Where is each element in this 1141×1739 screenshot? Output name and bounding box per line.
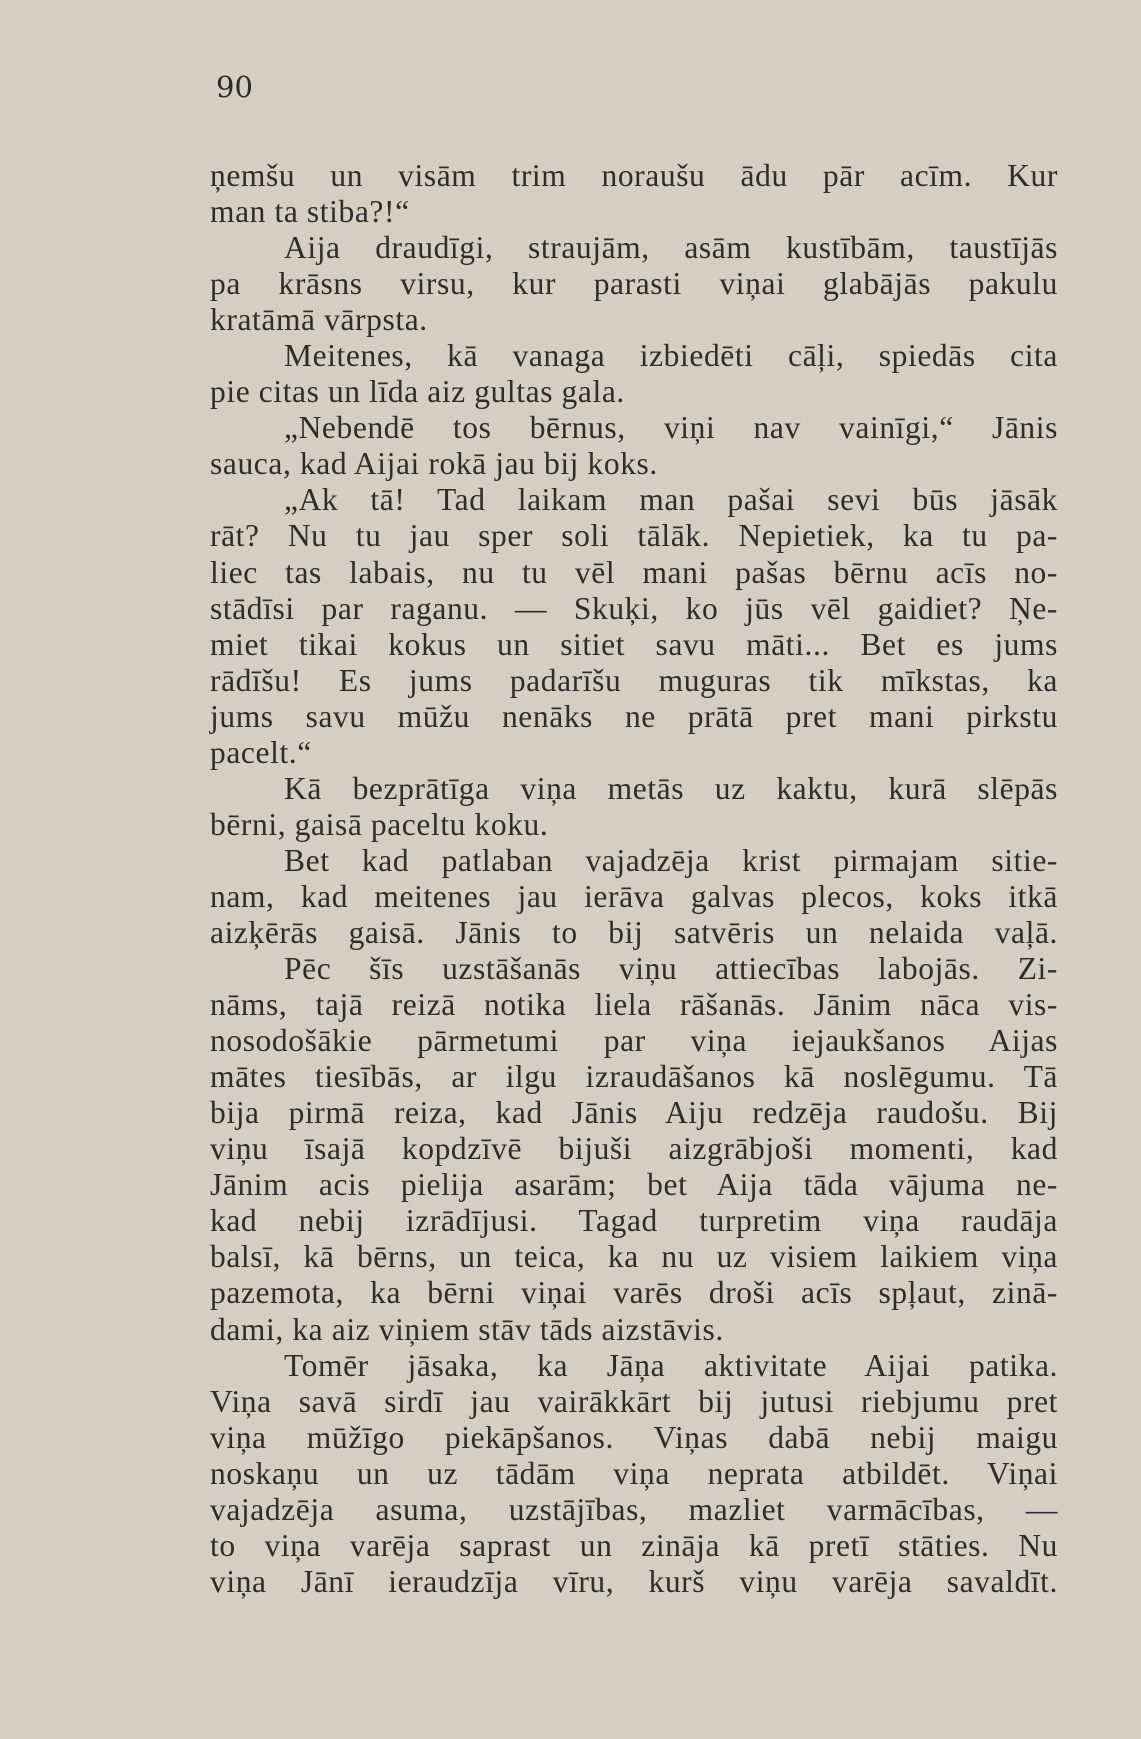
- text-line: vajadzēja asuma, uzstājības, mazliet varmācības, —: [210, 1491, 1058, 1527]
- text-line: pacelt.“: [210, 734, 312, 770]
- text-line: „Ak tā! Tad laikam man pašai sevi būs jāsāk: [284, 482, 1058, 518]
- text-line: jums savu mūžu nenāks ne prātā pret mani pirkstu: [210, 698, 1058, 734]
- text-line: Aija draudīgi, straujām, asām kustībām, taustījās: [284, 230, 1058, 266]
- text-line: pa krāsns virsu, kur parasti viņai glabājās pakulu: [210, 266, 1058, 302]
- text-line: mātes tiesībās, ar ilgu izraudāšanos kā noslēgumu. Tā: [210, 1059, 1058, 1095]
- text-line: stādīsi par raganu. — Skuķi, ko jūs vēl gaidiet? Ņe-: [210, 590, 1058, 626]
- text-line: ņemšu un visām trim noraušu ādu pār acīm. Kur: [210, 158, 1058, 193]
- text-line: pazemota, ka bērni viņai varēs droši acīs spļaut, zinā-: [210, 1275, 1058, 1311]
- text-line: Viņa savā sirdī jau vairākkārt bij jutusi riebjumu pret: [210, 1383, 1058, 1419]
- text-line: Kā bezprātīga viņa metās uz kaktu, kurā slēpās: [284, 770, 1058, 806]
- text-line: Pēc šīs uzstāšanās viņu attiecības labojās. Zi-: [284, 951, 1058, 987]
- text-line: Tomēr jāsaka, ka Jāņa aktivitate Aijai patika.: [284, 1347, 1058, 1383]
- text-line: nosodošākie pārmetumi par viņa iejaukšanos Aijas: [210, 1023, 1058, 1059]
- text-line: viņa mūžīgo piekāpšanos. Viņas dabā nebij maigu: [210, 1419, 1058, 1455]
- text-line: kratāmā vārpsta.: [210, 302, 428, 338]
- text-line: nam, kad meitenes jau ierāva galvas plecos, koks itkā: [210, 878, 1058, 914]
- text-line: balsī, kā bērns, un teica, ka nu uz visiem laikiem viņa: [210, 1239, 1058, 1275]
- page-number: 90: [216, 70, 253, 104]
- text-line: miet tikai kokus un sitiet savu māti... Bet es jums: [210, 626, 1058, 662]
- text-line: man ta stiba?!“: [210, 194, 410, 230]
- text-line: viņu īsajā kopdzīvē bijuši aizgrābjoši momenti, kad: [210, 1131, 1058, 1167]
- text-line: viņa Jānī ieraudzīja vīru, kurš viņu varēja savaldīt.: [210, 1563, 1058, 1599]
- text-line: dami, ka aiz viņiem stāv tāds aizstāvis.: [210, 1311, 724, 1347]
- text-line: noskaņu un uz tādām viņa neprata atbildēt. Viņai: [210, 1455, 1058, 1491]
- text-line: to viņa varēja saprast un zināja kā pretī stāties. Nu: [210, 1527, 1058, 1563]
- text-line: Meitenes, kā vanaga izbiedēti cāļi, spiedās cita: [284, 338, 1058, 374]
- text-line: „Nebendē tos bērnus, viņi nav vainīgi,“ Jānis: [284, 410, 1058, 446]
- text-line: rāt? Nu tu jau sper soli tālāk. Nepietiek, ka tu pa-: [210, 518, 1058, 554]
- text-line: liec tas labais, nu tu vēl mani pašas bērnu acīs no-: [210, 554, 1058, 590]
- text-line: rādīšu! Es jums padarīšu muguras tik mīkstas, ka: [210, 662, 1058, 698]
- text-line: pie citas un līda aiz gultas gala.: [210, 374, 625, 410]
- body-text: [210, 158, 1058, 1600]
- text-line: nāms, tajā reizā notika liela rāšanās. Jānim nāca vis-: [210, 987, 1058, 1023]
- text-line: sauca, kad Aijai rokā jau bij koks.: [210, 446, 658, 482]
- text-line: aizķērās gaisā. Jānis to bij satvēris un nelaida vaļā.: [210, 914, 1058, 950]
- text-line: bērni, gaisā paceltu koku.: [210, 806, 549, 842]
- text-line: bija pirmā reiza, kad Jānis Aiju redzēja raudošu. Bij: [210, 1095, 1058, 1131]
- text-line: Jānim acis pielija asarām; bet Aija tāda vājuma ne-: [210, 1167, 1058, 1203]
- text-line: Bet kad patlaban vajadzēja krist pirmajam sitie-: [284, 842, 1058, 878]
- text-line: kad nebij izrādījusi. Tagad turpretim viņa raudāja: [210, 1203, 1058, 1239]
